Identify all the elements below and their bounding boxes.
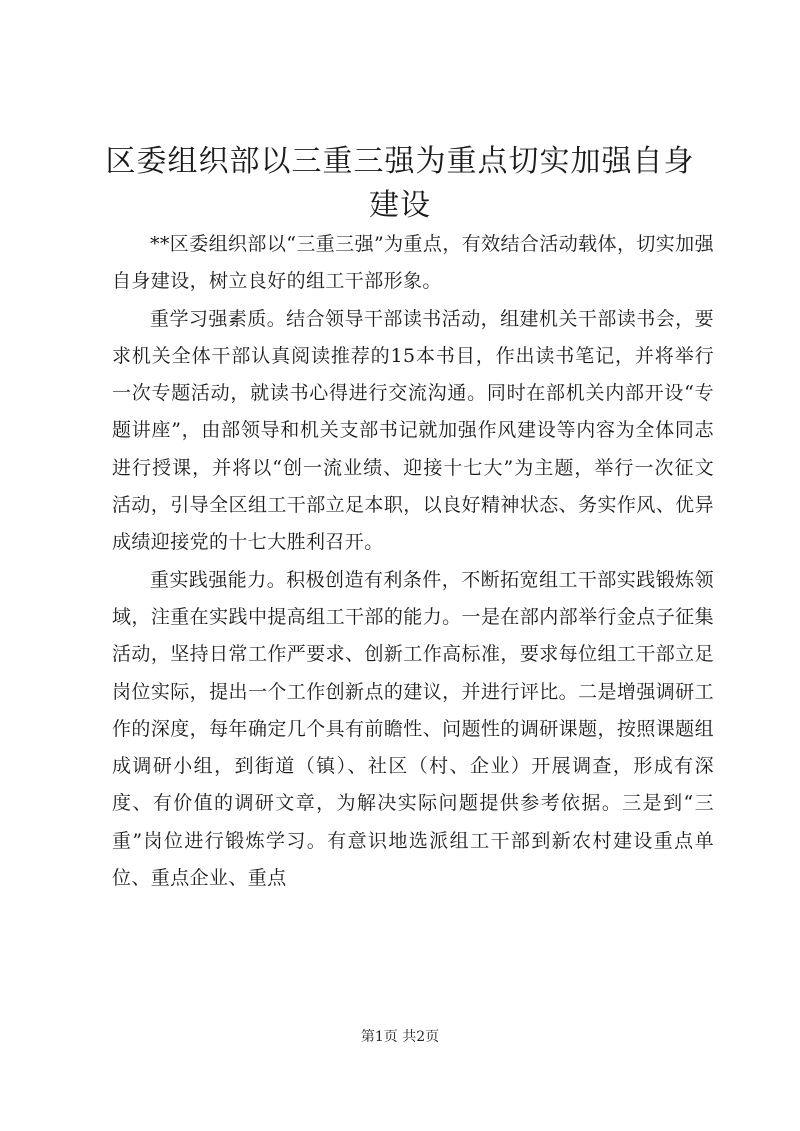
document-title: 区委组织部以三重三强为重点切实加强自身建设 (105, 144, 695, 223)
study-paragraph: 重学习强素质。结合领导干部读书活动，组建机关干部读书会，要求机关全体干部认真阅读推荐的15本书目，作出读书笔记，并将举行一次专题活动，就读书心得进行交流沟通。同时在部机关内部开设“专题讲座”，由部领导和机关支部书记就加强作风建设等内容为全体同志进行授课，并将以“创一流业绩、迎接十七大”为主题，举行一次征文活动，引导全区组工干部立足本职，以良好精神状态、务实作风、优异成绩迎接党的十七大胜利召开。 (112, 307, 714, 554)
document-body (112, 226, 714, 897)
intro-paragraph: **区委组织部以“三重三强”为重点，有效结合活动载体，切实加强自身建设，树立良好的组工干部形象。 (112, 233, 714, 293)
page-number: 第1页 共2页 (360, 1029, 440, 1045)
practice-paragraph: 重实践强能力。积极创造有利条件，不断拓宽组工干部实践锻炼领域，注重在实践中提高组工干部的能力。一是在部内部举行金点子征集活动，坚持日常工作严要求、创新工作高标准，要求每位组工干部立足岗位实际，提出一个工作创新点的建议，并进行评比。二是增强调研工作的深度，每年确定几个具有前瞻性、问题性的调研课题，按照课题组成调研小组，到街道（镇）、社区（村、企业）开展调查，形成有深度、有价值的调研文章，为解决实际问题提供参考依据。三是到“三重”岗位进行锻炼学习。有意识地选派组工干部到新农村建设重点单位、重点企业、重点 (112, 568, 714, 890)
